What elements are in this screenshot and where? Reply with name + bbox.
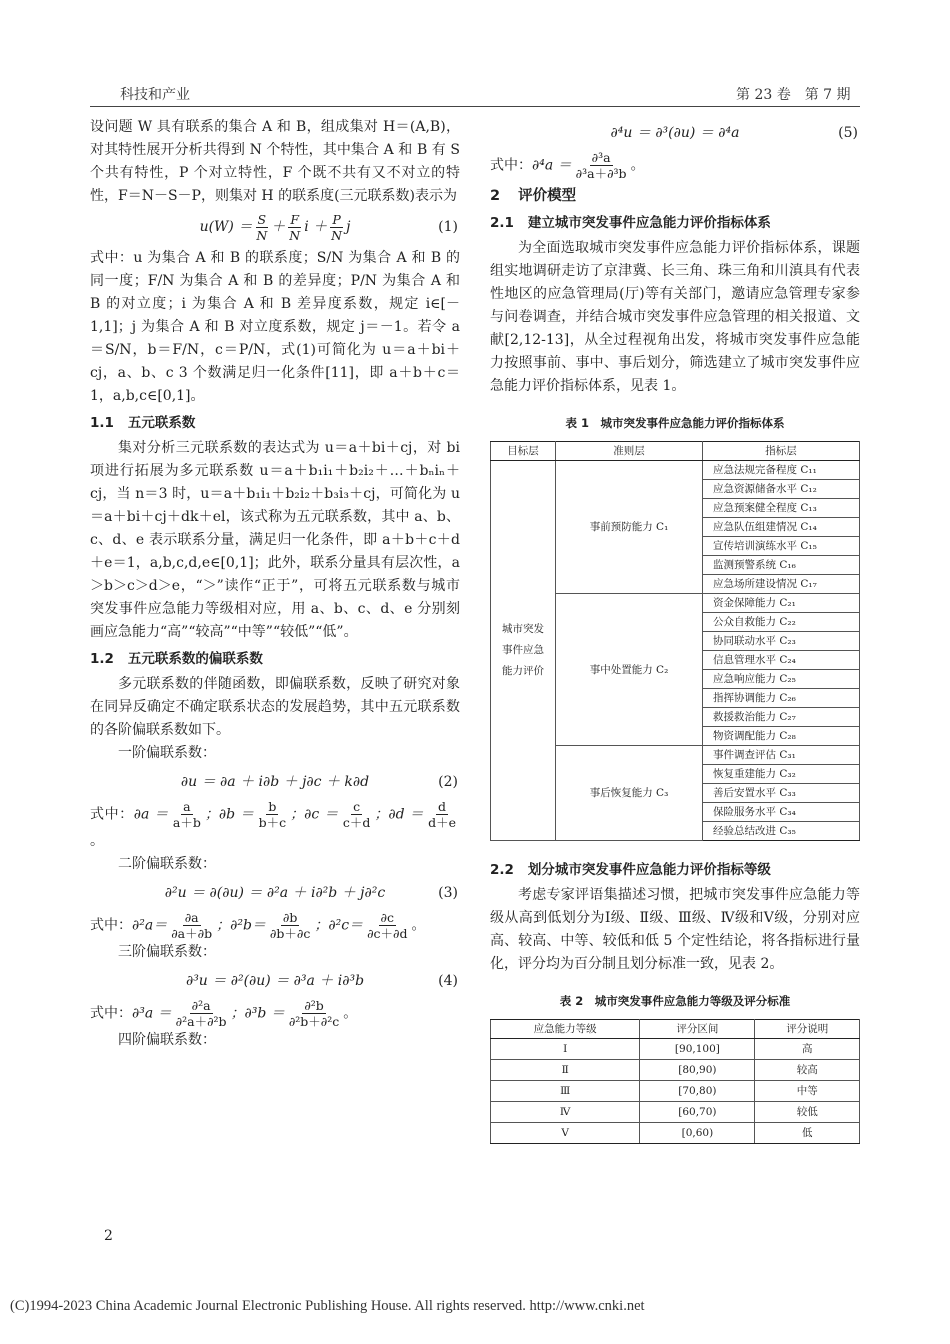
eq3-body: ∂²u ＝ ∂(∂u) ＝ ∂²a ＋ i∂²b ＋ j∂²c bbox=[164, 884, 386, 901]
eq1-j: j bbox=[346, 219, 351, 235]
table-cell: [0,60) bbox=[640, 1123, 755, 1144]
paragraph-index-system: 为全面选取城市突发事件应急能力评价指标体系，课题组实地调研走访了京津冀、长三角、珠三角和川滇具有代表性地区的应急管理局(厅)等有关部门，邀请应急管理专家参与问卷调查，并结合城市突发事件应急管理的相关报道、文献[2,12-13]，从全过程视角出发，将城市突发事件应急能力按照事前、事中、事后划分，筛选建立了城市突发事件应急能力评价指标体系，见表 1。 bbox=[490, 240, 860, 394]
frac-den: ∂³a＋∂³b bbox=[575, 166, 627, 181]
table-header: 应急能力等级 bbox=[491, 1020, 640, 1039]
period: 。 bbox=[630, 157, 645, 174]
paragraph-definitions: 式中：u 为集合 A 和 B 的联系度；S/N 为集合 A 和 B 的同一度；F/N 为集合 A 和 B 的差异度；P/N 为集合 A 和 B 的对立度；i 为集合 A 和 B 差异度系数，规定 i∈[－1,1]；j 为集合 A 和 B 对立度系数，规定 j＝－1。若令 a＝S/N，b＝F/N，c＝P/N，式(1)可简化为 u＝a＋bi＋cj，a、b、c 3 个数满足归一化条件[11]，即 a＋b＋c＝1，a,b,c∈[0,1]。 bbox=[90, 250, 460, 404]
left-column bbox=[90, 116, 460, 1052]
table-header: 评分说明 bbox=[755, 1020, 860, 1039]
section-2-1-heading bbox=[490, 212, 860, 235]
fraction bbox=[574, 150, 629, 181]
indicator-cell: 善后安置水平 C₃₃ bbox=[703, 784, 860, 803]
equation-number: (3) bbox=[438, 884, 458, 901]
w-term: ；∂²c＝ bbox=[314, 917, 364, 934]
where-label: 式中： bbox=[90, 917, 132, 934]
w-term: ∂²a＝ bbox=[132, 917, 168, 934]
criterion-cell: 事后恢复能力 C₃ bbox=[556, 746, 703, 841]
section-1-2-heading bbox=[90, 648, 460, 671]
frac-den: a＋b bbox=[172, 815, 201, 830]
frac-num: ∂³a bbox=[591, 150, 611, 165]
fraction bbox=[426, 799, 458, 830]
section-1-1-heading bbox=[90, 412, 460, 435]
table-header: 指标层 bbox=[703, 442, 860, 461]
eq1-lhs: u(W) ＝ bbox=[199, 219, 253, 235]
frac-den: ∂²a＋∂²b bbox=[175, 1014, 227, 1029]
frac-den: ∂²b＋∂²c bbox=[288, 1014, 340, 1029]
fraction bbox=[254, 212, 269, 243]
frac-den: ∂a＋∂b bbox=[171, 926, 213, 941]
section-number: 2.1 bbox=[490, 215, 514, 231]
w-term: ∂³a ＝ bbox=[132, 1005, 172, 1022]
page-number: 2 bbox=[104, 1228, 113, 1244]
table-cell: Ⅳ bbox=[491, 1102, 640, 1123]
section-title: 五元联系数的偏联系数 bbox=[127, 651, 263, 667]
frac-num: a bbox=[183, 799, 191, 814]
header-rule bbox=[90, 106, 860, 107]
table-cell: [60,70) bbox=[640, 1102, 755, 1123]
frac-num: ∂²b bbox=[304, 998, 324, 1013]
where-label: 式中： bbox=[90, 1005, 132, 1022]
where-4 bbox=[90, 998, 460, 1029]
period: 。 bbox=[343, 1005, 358, 1022]
label-first-order: 一阶偏联系数： bbox=[118, 745, 216, 761]
indicator-cell: 应急场所建设情况 C₁₇ bbox=[703, 575, 860, 594]
table-header: 准则层 bbox=[556, 442, 703, 461]
table-cell: 较低 bbox=[755, 1102, 860, 1123]
frac-num: S bbox=[257, 212, 267, 227]
eq4-body: ∂³u ＝ ∂²(∂u) ＝ ∂³a ＋ i∂³b bbox=[185, 972, 365, 989]
table-row bbox=[491, 1060, 860, 1081]
frac-den: d＋e bbox=[428, 815, 457, 830]
label-fourth-order: 四阶偏联系数： bbox=[118, 1032, 216, 1048]
fraction bbox=[171, 799, 203, 830]
w-term: ∂⁴a ＝ bbox=[532, 157, 572, 174]
frac-den: N bbox=[256, 228, 268, 243]
fraction bbox=[174, 998, 229, 1029]
frac-den: ∂c＋∂d bbox=[367, 926, 408, 941]
period: 。 bbox=[411, 917, 426, 934]
paragraph-five-element: 集对分析三元联系数的表达式为 u＝a＋bi＋cj，对 bi 项进行拓展为多元联系数 u＝a＋b₁i₁＋b₂i₂＋…＋bₙiₙ＋cj，当 n＝3 时，u＝a＋b₁i₁＋b₂i₂＋b₃i₃＋cj，可简化为 u＝a＋bi＋cj＋dk＋el，该式称为五元联系数，其中 a、b、c、d、e 表示联系分量，满足归一化条件，即 a＋b＋c＋d＋e＝1，a,b,c,d,e∈[0,1]；此外，联系分量具有层次性，a＞b＞c＞d＞e，“＞”读作“正于”，可将五元联系数与城市突发事件应急能力等级相对应，用 a、b、c、d、e 分别刻画应急能力“高”“较高”“中等”“较低”“低”。 bbox=[90, 440, 460, 640]
table-row bbox=[491, 1039, 860, 1060]
section-title: 五元联系数 bbox=[127, 415, 196, 431]
frac-den: N bbox=[331, 228, 343, 243]
equation-5 bbox=[490, 120, 860, 146]
w-term: ；∂²b＝ bbox=[216, 917, 266, 934]
copyright-footer: (C)1994-2023 China Academic Journal Electronic Publishing House. All rights reserved. http://www.cnki.net bbox=[10, 1298, 645, 1314]
w-term: ∂a ＝ bbox=[133, 806, 169, 823]
equation-number: (1) bbox=[438, 219, 458, 235]
fraction bbox=[341, 799, 373, 830]
w-term: ；∂³b ＝ bbox=[230, 1005, 285, 1022]
section-2-2-heading bbox=[490, 859, 860, 882]
section-number: 2 bbox=[490, 188, 501, 204]
label-third-order: 三阶偏联系数： bbox=[118, 944, 216, 960]
where-3 bbox=[90, 910, 460, 941]
fraction bbox=[365, 910, 409, 941]
eq1-i: i ＋ bbox=[304, 219, 328, 235]
indicator-cell: 救援救治能力 C₂₇ bbox=[703, 708, 860, 727]
table-2-caption: 表 2 城市突发事件应急能力等级及评分标准 bbox=[559, 994, 791, 1008]
indicator-cell: 宣传培训演练水平 C₁₅ bbox=[703, 537, 860, 556]
plus: ＋ bbox=[271, 219, 286, 235]
table-1 bbox=[490, 441, 860, 841]
frac-num: ∂²a bbox=[191, 998, 211, 1013]
paragraph-grades: 考虑专家评语集描述习惯，把城市突发事件应急能力等级从高到低划分为Ⅰ级、Ⅱ级、Ⅲ级、Ⅳ级和Ⅴ级，分别对应高、较高、中等、较低和低 5 个定性结论，将各指标进行量化，评分均为百分制且划分标准一致，见表 2。 bbox=[490, 887, 860, 972]
eq5-body: ∂⁴u ＝ ∂³(∂u) ＝ ∂⁴a bbox=[610, 124, 740, 141]
section-number: 2.2 bbox=[490, 862, 514, 878]
indicator-cell: 应急队伍组建情况 C₁₄ bbox=[703, 518, 860, 537]
indicator-cell: 应急预案健全程度 C₁₃ bbox=[703, 499, 860, 518]
indicator-cell: 协同联动水平 C₂₃ bbox=[703, 632, 860, 651]
frac-num: P bbox=[332, 212, 341, 227]
criterion-cell: 事前预防能力 C₁ bbox=[556, 461, 703, 594]
equation-1 bbox=[90, 212, 460, 243]
equation-number: (4) bbox=[438, 972, 458, 989]
frac-num: ∂c bbox=[380, 910, 395, 925]
equation-number: (2) bbox=[438, 773, 458, 790]
section-title: 划分城市突发事件应急能力评价指标等级 bbox=[527, 862, 771, 878]
target-layer-cell: 城市突发事件应急能力评价 bbox=[491, 461, 556, 841]
frac-num: c bbox=[353, 799, 361, 814]
journal-name: 科技和产业 bbox=[120, 87, 190, 103]
table-row bbox=[491, 1102, 860, 1123]
indicator-cell: 资金保障能力 C₂₁ bbox=[703, 594, 860, 613]
frac-num: ∂b bbox=[282, 910, 298, 925]
frac-den: N bbox=[289, 228, 301, 243]
table-header: 目标层 bbox=[491, 442, 556, 461]
fraction bbox=[329, 212, 344, 243]
table-1-caption: 表 1 城市突发事件应急能力评价指标体系 bbox=[565, 416, 785, 430]
issue-info: 第 23 卷 第 7 期 bbox=[736, 87, 851, 103]
table-cell: 较高 bbox=[755, 1060, 860, 1081]
indicator-cell: 应急资源储备水平 C₁₂ bbox=[703, 480, 860, 499]
table-cell: Ⅴ bbox=[491, 1123, 640, 1144]
period: 。 bbox=[90, 833, 104, 849]
section-number: 1.1 bbox=[90, 415, 114, 431]
fraction bbox=[287, 998, 341, 1029]
equation-2 bbox=[90, 769, 460, 795]
frac-num: ∂a bbox=[184, 910, 199, 925]
fraction bbox=[257, 799, 289, 830]
indicator-cell: 物资调配能力 C₂₈ bbox=[703, 727, 860, 746]
indicator-cell: 保险服务水平 C₃₄ bbox=[703, 803, 860, 822]
table-cell: 低 bbox=[755, 1123, 860, 1144]
w-term: ；∂c ＝ bbox=[290, 806, 339, 823]
table-cell: [90,100] bbox=[640, 1039, 755, 1060]
indicator-cell: 公众自救能力 C₂₂ bbox=[703, 613, 860, 632]
w-term: ；∂d ＝ bbox=[374, 806, 425, 823]
table-cell: [70,80) bbox=[640, 1081, 755, 1102]
frac-num: d bbox=[438, 799, 447, 814]
indicator-cell: 指挥协调能力 C₂₆ bbox=[703, 689, 860, 708]
section-number: 1.2 bbox=[90, 651, 114, 667]
fraction bbox=[287, 212, 302, 243]
equation-3 bbox=[90, 880, 460, 906]
where-5 bbox=[490, 150, 860, 181]
fraction bbox=[268, 910, 312, 941]
table-cell: 中等 bbox=[755, 1081, 860, 1102]
where-label: 式中： bbox=[90, 806, 134, 823]
table-cell: Ⅲ bbox=[491, 1081, 640, 1102]
equation-number: (5) bbox=[838, 124, 858, 141]
right-column bbox=[490, 116, 860, 1144]
indicator-cell: 信息管理水平 C₂₄ bbox=[703, 651, 860, 670]
table-2 bbox=[490, 1019, 860, 1144]
table-header: 评分区间 bbox=[640, 1020, 755, 1039]
paragraph-setup: 设问题 W 具有联系的集合 A 和 B，组成集对 H＝(A,B)，对其特性展开分析共得到 N 个特性，其中集合 A 和 B 有 S 个共有特性，P 个对立特性，F 个既不共有又不对立的特性，F＝N－S－P，则集对 H 的联系度(三元联系数)表示为 bbox=[90, 119, 460, 204]
table-row bbox=[491, 1081, 860, 1102]
table-cell: [80,90) bbox=[640, 1060, 755, 1081]
frac-den: ∂b＋∂c bbox=[269, 926, 311, 941]
table-cell: Ⅱ bbox=[491, 1060, 640, 1081]
frac-num: F bbox=[290, 212, 300, 227]
label-second-order: 二阶偏联系数： bbox=[118, 856, 216, 872]
indicator-cell: 应急法规完备程度 C₁₁ bbox=[703, 461, 860, 480]
criterion-cell: 事中处置能力 C₂ bbox=[556, 594, 703, 746]
table-cell: 高 bbox=[755, 1039, 860, 1060]
where-label: 式中： bbox=[490, 157, 532, 174]
table-row bbox=[491, 461, 860, 480]
eq2-body: ∂u ＝ ∂a ＋ i∂b ＋ j∂c ＋ k∂d bbox=[180, 773, 370, 790]
section-2-heading bbox=[490, 185, 860, 208]
where-2 bbox=[90, 799, 460, 853]
indicator-cell: 恢复重建能力 C₃₂ bbox=[703, 765, 860, 784]
indicator-cell: 经验总结改进 C₃₅ bbox=[703, 822, 860, 841]
table-cell: Ⅰ bbox=[491, 1039, 640, 1060]
frac-num: b bbox=[268, 799, 277, 814]
frac-den: b＋c bbox=[258, 815, 287, 830]
indicator-cell: 应急响应能力 C₂₅ bbox=[703, 670, 860, 689]
fraction bbox=[169, 910, 214, 941]
frac-den: c＋d bbox=[342, 815, 371, 830]
paragraph-partial: 多元联系数的伴随函数，即偏联系数，反映了研究对象在同异反确定不确定联系状态的发展趋势，其中五元联系数的各阶偏联系数如下。 bbox=[90, 676, 460, 738]
equation-4 bbox=[90, 968, 460, 994]
table-row bbox=[491, 1123, 860, 1144]
w-term: ；∂b ＝ bbox=[204, 806, 255, 823]
section-title: 评价模型 bbox=[518, 188, 577, 204]
indicator-cell: 监测预警系统 C₁₆ bbox=[703, 556, 860, 575]
indicator-cell: 事件调查评估 C₃₁ bbox=[703, 746, 860, 765]
section-title: 建立城市突发事件应急能力评价指标体系 bbox=[527, 215, 771, 231]
